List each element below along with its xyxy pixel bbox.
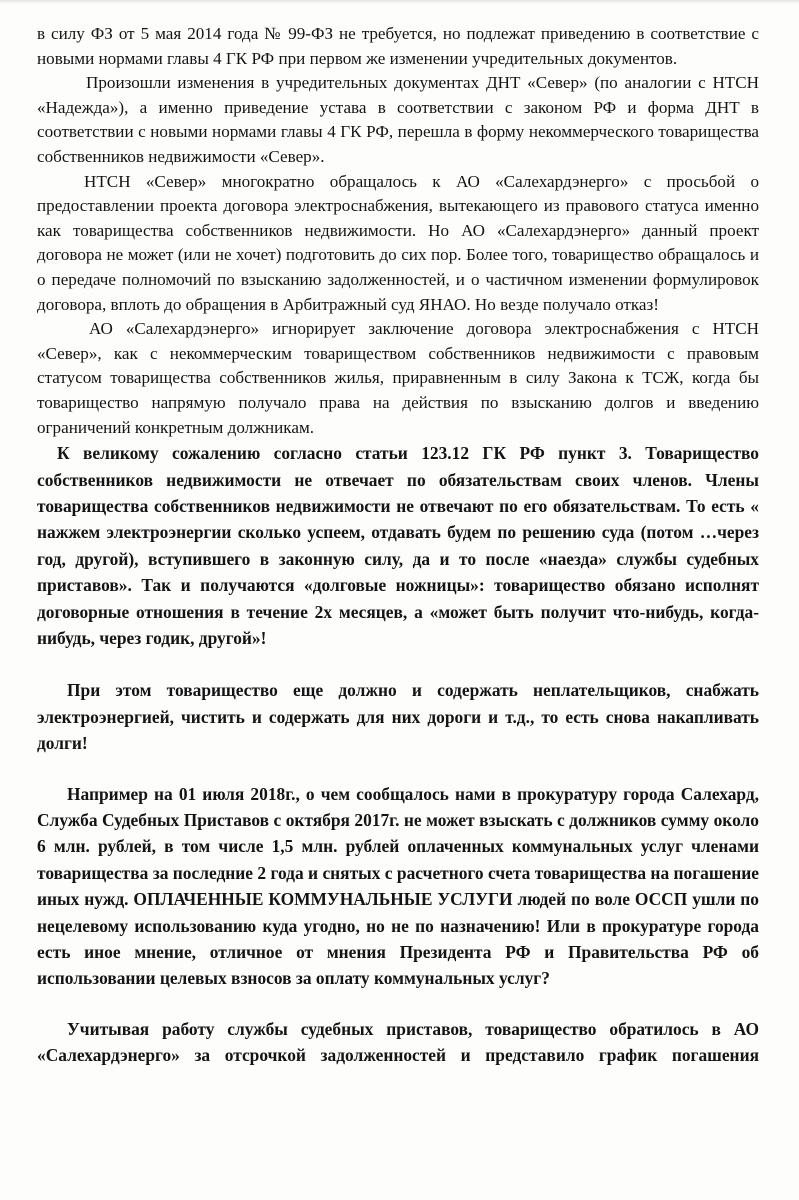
paragraph-deferral-request: Учитывая работу службы судебных приставов, товарищество обратилось в АО «Салехардэнерго» за отсрочкой задолженностей и представило график погашения [37,1018,759,1066]
paragraph-debtors-burden: При этом товарищество еще должно и содержать неплательщиков, снабжать электроэнергией, чистить и содержать для них дороги и т.д., то есть снова накапливать долги! [37,680,759,754]
paragraph-contract-requests: НТСН «Север» многократно обращалось к АО «Салехардэнерго» с просьбой о предоставлении проекта договора электроснабжения, вытекающего из правового статуса именно как товарищества собственников недвижимости. Но АО «Салехардэнерго» данный проект договора не может (или не хочет) подготовить до сих пор. Более того, товарищество обращалось и о передаче полномочий по взысканию задолженностей, и о частичном изменении формулировок договора, вплоть до обращения в Арбитражный суд ЯНАО. Но везде получало отказ! [37,171,759,314]
paragraph-charter-changes: Произошли изменения в учредительных документах ДНТ «Север» (по аналогии с НТСН «Надежда»), а именно приведение устава в соответствии с законом РФ и форма ДНТ в соответствии с новыми нормами главы 4 ГК РФ, перешла в форму некоммерческого товарищества собственников недвижимости «Север». [37,73,759,166]
paragraph-contract-ignored: АО «Салехардэнерго» игнорирует заключение договора электроснабжения с НТСН «Север», как с некоммерческим товариществом собственников недвижимости с правовым статусом товарищества собственников жилья, приравненным в силу Закона к ТСЖ, когда бы товарищество напрямую получало права на действия по взысканию долгов и введению ограничений конкретным должникам. [37,319,759,437]
paragraph-bailiffs-example: Например на 01 июля 2018г., о чем сообщалось нами в прокуратуру города Салехард, Служба Судебных Приставов с октября 2017г. не может взыскать с должников сумму около 6 млн. рублей, в том числе 1,5 млн. рублей оплаченных коммунальных услуг членами товарищества за последние 2 года и снятых с расчетного счета товарищества на погашение иных нужд. ОПЛАЧЕННЫЕ КОММУНАЛЬНЫЕ УСЛУГИ людей по воле ОССП ушли по нецелевому использованию куда угодно, но не по назначению! Или в прокуратуре города есть иное мнение, отличное от мнения Президента РФ и Правительства РФ об использовании целевых взносов за оплату коммунальных услуг? [37,783,759,989]
paragraph-article-liability: К великому сожалению согласно статьи 123.12 ГК РФ пункт 3. Товарищество собственников недвижимости не отвечает по обязательствам своих членов. Члены товарищества собственников недвижимости не отвечают по его обязательствам. То есть « нажжем электроэнергии сколько успеем, отдавать будем по решению суда (потом …через год, другой), вступившего в законную силу, да и то после «наезда» службы судебных приставов». Так и получаются «долговые ножницы»: товарищество обязано исполнят договорные отношения в течение 2х месяцев, а «может быть получит что-нибудь, когда-нибудь, через годик, другой»! [37,443,759,648]
paragraph-law-continuation: в силу ФЗ от 5 мая 2014 года № 99-ФЗ не требуется, но подлежат приведению в соответствие с новыми нормами главы 4 ГК РФ при первом же изменении учредительных документов. [37,24,759,68]
